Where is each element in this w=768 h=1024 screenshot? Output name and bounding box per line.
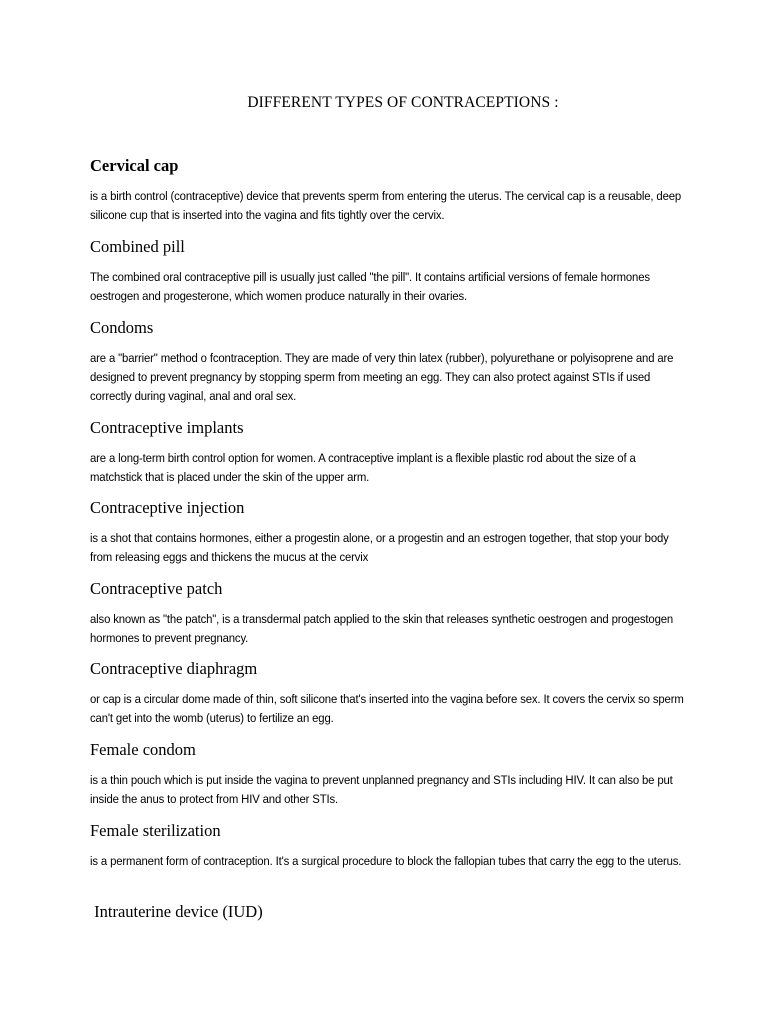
section-heading: Intrauterine device (IUD) (90, 902, 263, 921)
section-body: are a long-term birth control option for women. A contraceptive implant is a flexible plastic rod about the size of a matchstick that is placed under the skin of the upper arm. (90, 451, 636, 484)
section-body: is a shot that contains hormones, either a progestin alone, or a progestin and an estrogen together, that stop your body from releasing eggs and thickens the mucus at the cervix (90, 531, 669, 564)
section-cervical-cap (90, 156, 690, 225)
section-body: is a birth control (contraceptive) device that prevents sperm from entering the uterus. The cervical cap is a reusable, deep silicone cup that is inserted into the vagina and fits tightly over the cervix. (90, 189, 682, 222)
section-heading: Contraceptive implants (90, 418, 244, 437)
section-heading: Combined pill (90, 237, 185, 256)
section-body: also known as "the patch", is a transdermal patch applied to the skin that releases synthetic oestrogen and progestogen hormones to prevent pregnancy. (90, 612, 674, 645)
section-intrauterine-device (90, 902, 690, 922)
document-title: DIFFERENT TYPES OF CONTRACEPTIONS : (247, 94, 559, 111)
section-heading: Contraceptive patch (90, 579, 223, 598)
section-combined-pill (90, 237, 690, 306)
section-heading: Contraceptive injection (90, 498, 245, 517)
section-heading: Cervical cap (90, 156, 179, 175)
section-contraceptive-patch (90, 579, 690, 648)
section-condoms (90, 318, 690, 406)
section-heading: Contraceptive diaphragm (90, 659, 258, 678)
section-heading: Female sterilization (90, 821, 221, 840)
section-body: or cap is a circular dome made of thin, soft silicone that's inserted into the vagina before sex. It covers the cervix so sperm can't get into the womb (uterus) to fertilize an egg. (90, 692, 684, 725)
section-heading: Condoms (90, 318, 154, 337)
section-female-condom (90, 740, 690, 809)
section-female-sterilization (90, 821, 690, 871)
section-body: is a thin pouch which is put inside the vagina to prevent unplanned pregnancy and STIs including HIV. It can also be put inside the anus to protect from HIV and other STIs. (90, 773, 673, 806)
section-body: The combined oral contraceptive pill is usually just called "the pill". It contains artificial versions of female hormones oestrogen and progesterone, which women produce naturally in their ovaries. (90, 270, 650, 303)
section-body: is a permanent form of contraception. It's a surgical procedure to block the fallopian tubes that carry the egg to the uterus. (90, 854, 682, 868)
section-contraceptive-implants (90, 418, 690, 487)
section-contraceptive-diaphragm (90, 659, 690, 728)
section-heading: Female condom (90, 740, 196, 759)
section-body: are a "barrier" method o fcontraception. They are made of very thin latex (rubber), polyurethane or polyisoprene and are designed to prevent pregnancy by stopping sperm from meeting an egg. They can also protect against STIs if used correctly during vaginal, anal and oral sex. (90, 351, 674, 403)
section-contraceptive-injection (90, 498, 690, 567)
